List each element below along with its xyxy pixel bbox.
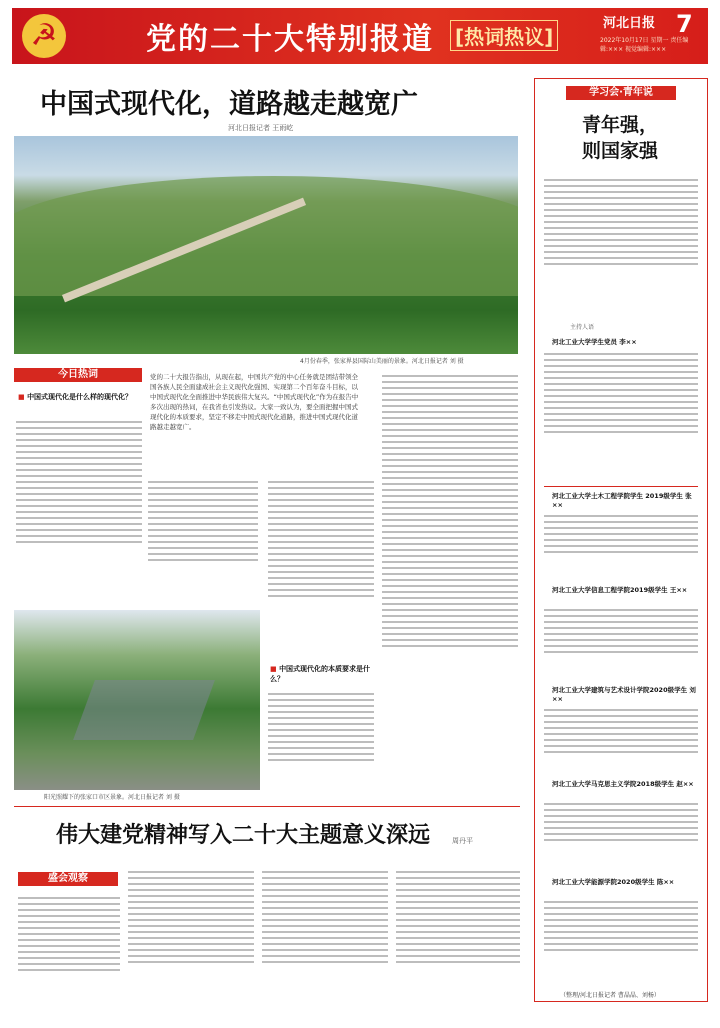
right-column-title: 青年强， 则国家强 [581, 114, 658, 162]
q2-text-column [268, 690, 374, 796]
middle-text-column [148, 478, 258, 606]
speaker-3-text [544, 606, 698, 680]
town-valley-photo [14, 610, 260, 790]
speaker-4-text [544, 706, 698, 780]
youth-study-label: 学习会·青年说 [566, 86, 676, 100]
speaker-4: 河北工业大学建筑与艺术设计学院2020级学生 刘×× [552, 686, 696, 703]
section-divider [14, 806, 520, 807]
main-byline: 河北日报记者 王雨屹 [228, 124, 294, 132]
host-remarks: 主持人语 [570, 324, 595, 331]
speaker-3: 河北工业大学信息工程学院2019级学生 王×× [552, 586, 688, 594]
today-hotword-label: 今日热词 [14, 368, 142, 382]
main-headline: 中国式现代化，道路越走越宽广 [40, 89, 418, 120]
page-number: 7 [676, 10, 693, 38]
mountain-road-photo [14, 136, 518, 354]
credit-line: （整理/河北日报记者 曹晶晶、刘杨） [560, 992, 660, 999]
masthead: 河北日报 [603, 16, 656, 31]
banner-subtitle: [热词热议] [450, 20, 558, 51]
second-col-2 [128, 868, 254, 1014]
speaker-1-text [544, 350, 698, 480]
question-2: ■ 中国式现代化的本质要求是什么？ [270, 665, 371, 683]
question-1: ■ 中国式现代化是什么样的现代化？ [18, 393, 133, 401]
right-divider-1 [544, 486, 698, 487]
speaker-5-text [544, 800, 698, 870]
left-text-column [16, 418, 142, 606]
second-col-4 [396, 868, 520, 1014]
dateline: 2022年10月17日 星期一 责任编辑:××× 视觉编辑:××× [600, 37, 689, 53]
right-middle-text-column [268, 478, 374, 662]
second-byline: 周丹平 [452, 837, 473, 845]
banner-title: 党的二十大特别报道 [146, 22, 434, 57]
second-col-3 [262, 868, 388, 1014]
party-emblem-icon: ☭ [22, 14, 66, 58]
speaker-2-text [544, 512, 698, 582]
speaker-5: 河北工业大学马克思主义学院2018级学生 赵×× [552, 780, 694, 788]
speaker-2: 河北工业大学土木工程学院学生 2019级学生 张×× [552, 492, 692, 509]
photo1-caption: 4月份春季，张家界县国际山美丽的景象。河北日报记者 刘 摄 [300, 358, 464, 365]
photo2-caption: 阳光照耀下的张家口市区景象。河北日报记者 刘 摄 [44, 794, 180, 801]
speaker-6: 河北工业大学能源学院2020级学生 陈×× [552, 878, 675, 886]
second-headline: 伟大建党精神写入二十大主题意义深远 [56, 823, 431, 848]
summit-observation-label: 盛会观察 [18, 872, 118, 886]
lead-paragraph: 党的二十大报告指出，从现在起，中国共产党的中心任务就是团结带领全国各族人民全面建成社会主义现代化强国、实现第二个百年奋斗目标，以中国式现代化全面推进中华民族伟大复兴。“中国式现代化”作为在报告中多次出现的热词，在我省也引发热议。大家一致认为，要全面把握中国式现代化的本质要求，坚定不移走中国式现代化道路，推进中国式现代化道路越走越宽广。 [150, 373, 359, 431]
speaker-1: 河北工业大学学生党员 李×× [552, 338, 637, 346]
right-intro-text [544, 176, 698, 316]
second-col-1 [18, 894, 120, 1014]
speaker-6-text [544, 898, 698, 986]
far-right-text-column [382, 372, 518, 796]
